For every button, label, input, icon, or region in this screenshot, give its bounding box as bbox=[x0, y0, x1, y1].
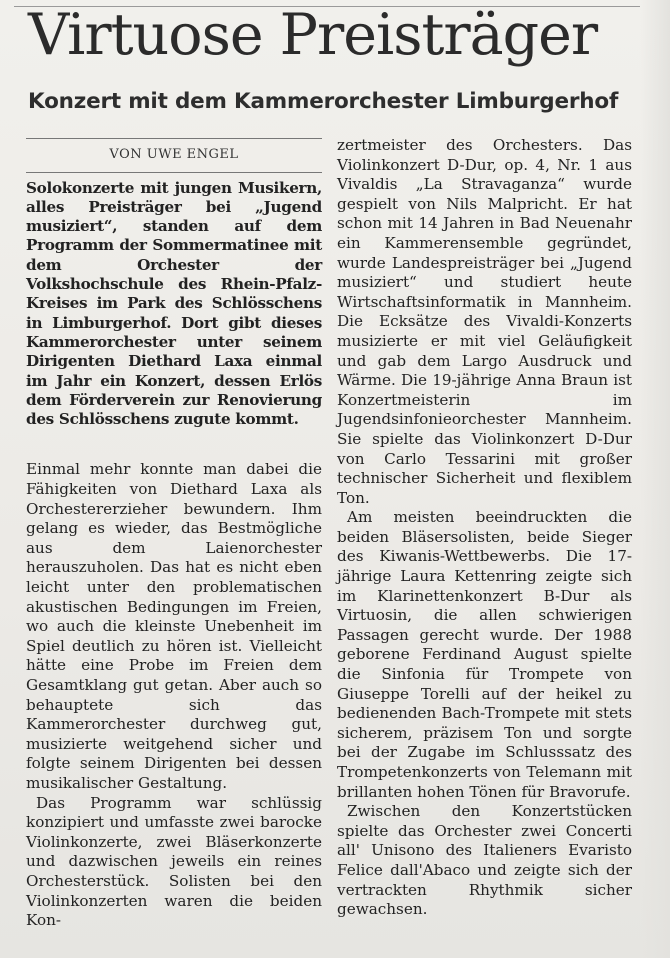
body-paragraph-1: Einmal mehr konnte man dabei die Fähigkeiten von Diethard Laxa als Orchestererzieher bewundern. Ihm gelang es wieder, das Bestmögliche aus dem Laienorchester herauszuholen. Das hat es nicht eben leicht unter den problematischen akustischen Bedingungen im Freien, wo auch die kleinste Unebenheit im Spiel deutlich zu hören ist. Vielleicht hätte eine Probe im Freien dem Gesamtklang gut getan. Aber auch so behauptete sich das Kammerorchester durchweg gut, musizierte weitgehend sicher und folgte seinem Dirigenten bei dessen musikalischer Gestaltung. bbox=[26, 460, 322, 792]
body-paragraph-4: Zwischen den Konzertstücken spielte das Orchester zwei Concerti all' Unisono des Italieners Evaristo Felice dall'Abaco und zeigte sich der vertrackten Rhythmik sicher gewachsen. bbox=[337, 802, 632, 919]
byline: VON UWE ENGEL bbox=[109, 147, 239, 162]
body-paragraph-2: Das Programm war schlüssig konzipiert und umfasste zwei barocke Violinkonzerte, zwei Bläserkonzerte und dazwischen jeweils ein reines Orchesterstück. Solisten bei den Violinkonzerten waren die beiden Kon- bbox=[26, 793, 322, 930]
column-left bbox=[26, 132, 322, 931]
column-right bbox=[337, 136, 632, 920]
headline: Virtuose Preisträger bbox=[28, 2, 598, 68]
lead-paragraph: Solokonzerte mit jungen Musikern, alles Preisträger bei „Jugend musiziert“, standen auf dem Programm der Sommermatinee mit dem Orchester der Volkshochschule des Rhein-Pfalz-Kreises im Park des Schlösschens in Limburgerhof. Dort gibt dieses Kammerorchester unter seinem Dirigenten Diethard Laxa einmal im Jahr ein Konzert, dessen Erlös dem Förderverein zur Renovierung des Schlösschens zugute kommt. bbox=[26, 178, 322, 429]
body-paragraph-3: Am meisten beeindruckten die beiden Bläsersolisten, beide Sieger des Kiwanis-Wettbewerbs. Die 17-jährige Laura Kettenring zeigte sich im Klarinettenkonzert B-Dur als Virtuosin, die allen schwierigen Passagen gerecht wurde. Der 1988 geborene Ferdinand August spielte die Sinfonia für Trompete von Giuseppe Torelli auf der heikel zu bedienenden Bach-Trompete mit stets sicherem, präzisem Ton und sorgte bei der Zugabe im Schlusssatz des Trompetenkonzerts von Telemann mit brillanten hohen Tönen für Bravorufe. bbox=[337, 508, 632, 801]
byline-rule-top bbox=[26, 138, 322, 139]
body-paragraph-2-continued: zertmeister des Orchesters. Das Violinkonzert D-Dur, op. 4, Nr. 1 aus Vivaldis „La Stravaganza“ wurde gespielt von Nils Malpricht. Er hat schon mit 14 Jahren in Bad Neuenahr ein Kammerensemble gegründet, wurde Landespreisträger bei „Jugend musiziert“ und studiert heute Wirtschaftsinformatik in Mannheim. Die Ecksätze des Vivaldi-Konzerts musizierte er mit viel Geläufigkeit und gab dem Largo Ausdruck und Wärme. Die 19-jährige Anna Braun ist Konzertmeisterin im Jugendsinfonieorchester Mannheim. Sie spielte das Violinkonzert D-Dur von Carlo Tessarini mit großer technischer Sicherheit und flexiblem Ton. bbox=[337, 136, 632, 507]
page-edge-shadow bbox=[640, 0, 670, 958]
subheadline: Konzert mit dem Kammerorchester Limburgerhof bbox=[28, 89, 619, 114]
byline-rule-bottom bbox=[26, 172, 322, 173]
